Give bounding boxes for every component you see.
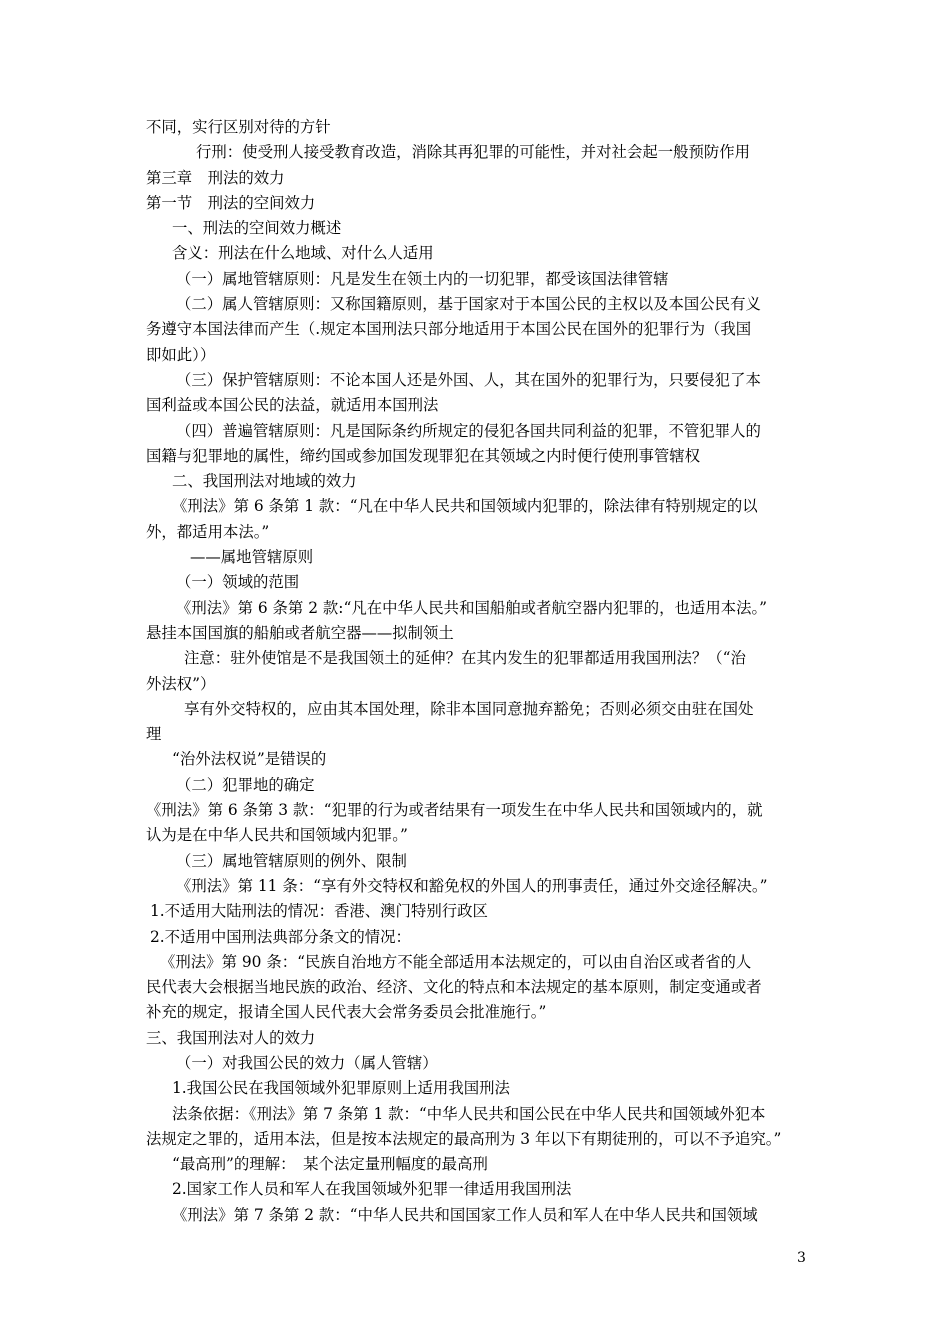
text-line: 注意：驻外使馆是不是我国领土的延伸？在其内发生的犯罪都适用我国刑法？（“治 xyxy=(184,649,746,668)
document-body xyxy=(146,115,810,1228)
chapter-heading: 第三章 刑法的效力 xyxy=(146,168,285,187)
text-line: 1.不适用大陆刑法的情况：香港、澳门特别行政区 xyxy=(150,902,488,921)
text-line: 《刑法》第 7 条第 2 款：“中华人民共和国国家工作人员和军人在中华人民共和国领域 xyxy=(172,1205,758,1224)
text-line: （二）属人管辖原则：又称国籍原则，基于国家对于本国公民的主权以及本国公民有义 xyxy=(176,295,761,314)
text-line: （三）属地管辖原则的例外、限制 xyxy=(176,851,407,870)
text-line: （一）属地管辖原则：凡是发生在领土内的一切犯罪，都受该国法律管辖 xyxy=(176,269,669,288)
text-line: “最高刑”的理解： 某个法定量刑幅度的最高刑 xyxy=(172,1155,488,1174)
text-line: 2.不适用中国刑法典部分条文的情况： xyxy=(150,927,411,946)
text-line: 国利益或本国公民的法益，就适用本国刑法 xyxy=(146,396,439,415)
text-line: 《刑法》第 11 条：“享有外交特权和豁免权的外国人的刑事责任，通过外交途径解决。” xyxy=(176,876,768,895)
subsection-heading: 三、我国刑法对人的效力 xyxy=(146,1028,316,1047)
text-line: （一）对我国公民的效力（属人管辖） xyxy=(176,1053,438,1072)
text-line: 认为是在中华人民共和国领域内犯罪。” xyxy=(146,826,408,845)
text-line: 2.国家工作人员和军人在我国领域外犯罪一律适用我国刑法 xyxy=(172,1180,572,1199)
text-line: 国籍与犯罪地的属性，缔约国或参加国发现罪犯在其领域之内时便行使刑事管辖权 xyxy=(146,446,701,465)
text-line: 理 xyxy=(146,725,162,744)
text-line: 悬挂本国国旗的船舶或者航空器——拟制领土 xyxy=(146,623,454,642)
text-line: 享有外交特权的，应由其本国处理，除非本国同意抛弃豁免；否则必须交由驻在国处 xyxy=(184,699,754,718)
text-line: （一）领域的范围 xyxy=(176,573,300,592)
subsection-heading: 一、刑法的空间效力概述 xyxy=(172,219,342,238)
text-line: 务遵守本国法律而产生（.规定本国刑法只部分地适用于本国公民在国外的犯罪行为（我国 xyxy=(146,320,752,339)
text-line: 行刑：使受刑人接受教育改造，消除其再犯罪的可能性，并对社会起一般预防作用 xyxy=(196,143,751,162)
text-line: 法规定之罪的，适用本法，但是按本法规定的最高刑为 3 年以下有期徒刑的，可以不予追究。” xyxy=(146,1129,782,1148)
text-line: “治外法权说”是错误的 xyxy=(172,750,327,769)
page-number: 3 xyxy=(797,1250,806,1266)
text-line: 不同，实行区别对待的方针 xyxy=(146,118,331,136)
text-line: 《刑法》第 6 条第 1 款：“凡在中华人民共和国领域内犯罪的，除法律有特别规定的以 xyxy=(172,497,758,516)
text-line: 《刑法》第 6 条第 3 款：“犯罪的行为或者结果有一项发生在中华人民共和国领域内的，就 xyxy=(146,801,763,820)
text-line: （四）普遍管辖原则：凡是国际条约所规定的侵犯各国共同利益的犯罪，不管犯罪人的 xyxy=(176,421,761,440)
text-line: （三）保护管辖原则：不论本国人还是外国、人，其在国外的犯罪行为，只要侵犯了本 xyxy=(176,370,761,389)
text-line: 含义：刑法在什么地域、对什么人适用 xyxy=(172,244,434,263)
text-line: 法条依据：《刑法》第 7 条第 1 款：“中华人民共和国公民在中华人民共和国领域外犯本 xyxy=(172,1104,766,1123)
text-line: 补充的规定，报请全国人民代表大会常务委员会批准施行。” xyxy=(146,1003,547,1022)
text-line: 《刑法》第 6 条第 2 款:“凡在中华人民共和国船舶或者航空器内犯罪的，也适用本法。” xyxy=(176,598,768,617)
text-line: ——属地管辖原则 xyxy=(190,548,314,567)
text-line: 1.我国公民在我国领域外犯罪原则上适用我国刑法 xyxy=(172,1079,510,1098)
text-line: 外，都适用本法。” xyxy=(146,522,270,541)
subsection-heading: 二、我国刑法对地域的效力 xyxy=(172,472,357,491)
section-heading: 第一节 刑法的空间效力 xyxy=(146,193,316,212)
text-line: 即如此）） xyxy=(146,345,216,364)
text-line: 《刑法》第 90 条：“民族自治地方不能全部适用本法规定的，可以由自治区或者省的人 xyxy=(160,952,752,971)
text-line: 外法权”） xyxy=(146,674,216,693)
text-line: 民代表大会根据当地民族的政治、经济、文化的特点和本法规定的基本原则，制定变通或者 xyxy=(146,978,762,997)
text-line: （二）犯罪地的确定 xyxy=(176,775,315,794)
